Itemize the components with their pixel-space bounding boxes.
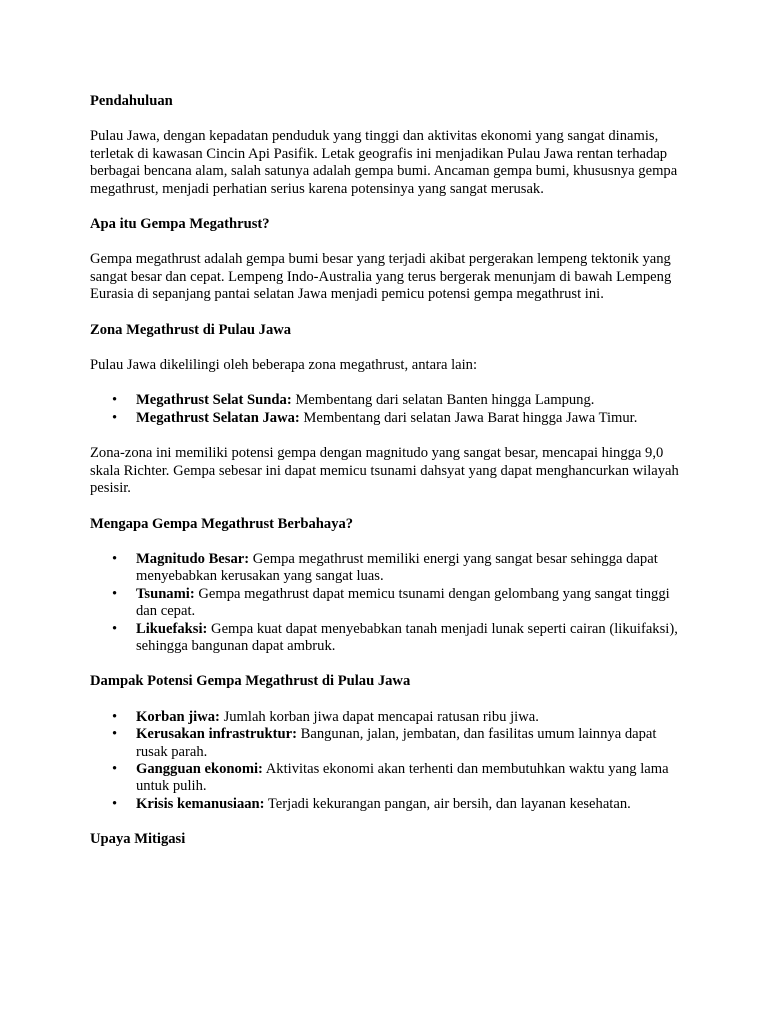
heading-berbahaya: Mengapa Gempa Megathrust Berbahaya? bbox=[90, 515, 354, 532]
list-item-text: Terjadi kekurangan pangan, air bersih, dan layanan kesehatan. bbox=[264, 795, 631, 812]
bullet-icon: • bbox=[112, 708, 118, 725]
bullet-icon: • bbox=[112, 392, 118, 409]
list-item-term: Magnitudo Besar: bbox=[136, 550, 250, 567]
heading-mitigasi: Upaya Mitigasi bbox=[90, 831, 186, 848]
danger-list bbox=[90, 551, 690, 655]
list-item bbox=[90, 551, 690, 586]
paragraph-zone-intro: Pulau Jawa dikelilingi oleh beberapa zona megathrust, antara lain: bbox=[90, 357, 478, 374]
list-item-term: Tsunami: bbox=[136, 585, 195, 602]
list-item-text: Gempa megathrust memiliki energi yang sangat besar sehingga dapat menyebabkan kerusakan yang sangat luas. bbox=[136, 550, 658, 585]
bullet-icon: • bbox=[112, 795, 118, 812]
document-page bbox=[90, 93, 690, 849]
list-item-text: Aktivitas ekonomi akan terhenti dan membutuhkan waktu yang lama untuk pulih. bbox=[136, 760, 669, 795]
list-item-term: Likuefaksi: bbox=[136, 620, 208, 637]
list-item bbox=[90, 410, 690, 427]
list-item-term: Gangguan ekonomi: bbox=[136, 760, 263, 777]
list-item-term: Korban jiwa: bbox=[136, 708, 220, 725]
bullet-icon: • bbox=[112, 620, 118, 637]
bullet-icon: • bbox=[112, 585, 118, 602]
list-item bbox=[90, 761, 690, 796]
list-item-text: Membentang dari selatan Jawa Barat hingga Jawa Timur. bbox=[299, 409, 638, 426]
list-item-term: Krisis kemanusiaan: bbox=[136, 795, 265, 812]
list-item-text: Gempa megathrust dapat memicu tsunami dengan gelombang yang sangat tinggi dan cepat. bbox=[136, 585, 670, 620]
list-item bbox=[90, 709, 690, 726]
list-item-term: Megathrust Selat Sunda: bbox=[136, 392, 292, 409]
heading-zona: Zona Megathrust di Pulau Jawa bbox=[90, 321, 292, 338]
list-item-term: Kerusakan infrastruktur: bbox=[136, 726, 297, 743]
paragraph-definition: Gempa megathrust adalah gempa bumi besar yang terjadi akibat pergerakan lempeng tektonik yang sangat besar dan cepat. Lempeng Indo-Australia yang terus bergerak menunjam di bawah Lempeng Eurasia di sepanjang pantai selatan Jawa menjadi pemicu potensi gempa megathrust ini. bbox=[90, 251, 672, 303]
list-item-text: Membentang dari selatan Banten hingga Lampung. bbox=[291, 392, 595, 409]
heading-dampak: Dampak Potensi Gempa Megathrust di Pulau Jawa bbox=[90, 673, 411, 690]
zone-list bbox=[90, 392, 690, 427]
impact-list bbox=[90, 709, 690, 813]
heading-apa-itu: Apa itu Gempa Megathrust? bbox=[90, 216, 270, 233]
bullet-icon: • bbox=[112, 760, 118, 777]
bullet-icon: • bbox=[112, 409, 118, 426]
paragraph-intro: Pulau Jawa, dengan kepadatan penduduk yang tinggi dan aktivitas ekonomi yang sangat dinamis, terletak di kawasan Cincin Api Pasifik. Letak geografis ini menjadikan Pulau Jawa rentan terhadap berbagai bencana alam, salah satunya adalah gempa bumi. Ancaman gempa bumi, khususnya gempa megathrust, menjadi perhatian serius karena potensinya yang sangat merusak. bbox=[90, 128, 678, 197]
list-item bbox=[90, 726, 690, 761]
heading-pendahuluan: Pendahuluan bbox=[90, 93, 173, 109]
bullet-icon: • bbox=[112, 550, 118, 567]
paragraph-zone-text: Zona-zona ini memiliki potensi gempa dengan magnitudo yang sangat besar, mencapai hingga 9,0 skala Richter. Gempa sebesar ini dapat memicu tsunami dahsyat yang dapat menghancurkan wilayah pesisir. bbox=[90, 445, 679, 497]
bullet-icon: • bbox=[112, 726, 118, 743]
list-item-text: Gempa kuat dapat menyebabkan tanah menjadi lunak seperti cairan (likuifaksi), sehingga bangunan dapat ambruk. bbox=[136, 620, 678, 654]
list-item bbox=[90, 796, 690, 813]
list-item-text: Bangunan, jalan, jembatan, dan fasilitas umum lainnya dapat rusak parah. bbox=[136, 726, 657, 760]
list-item-text: Jumlah korban jiwa dapat mencapai ratusan ribu jiwa. bbox=[219, 708, 539, 725]
list-item bbox=[90, 621, 690, 656]
list-item-term: Megathrust Selatan Jawa: bbox=[136, 409, 300, 426]
list-item bbox=[90, 586, 690, 621]
list-item bbox=[90, 392, 690, 409]
